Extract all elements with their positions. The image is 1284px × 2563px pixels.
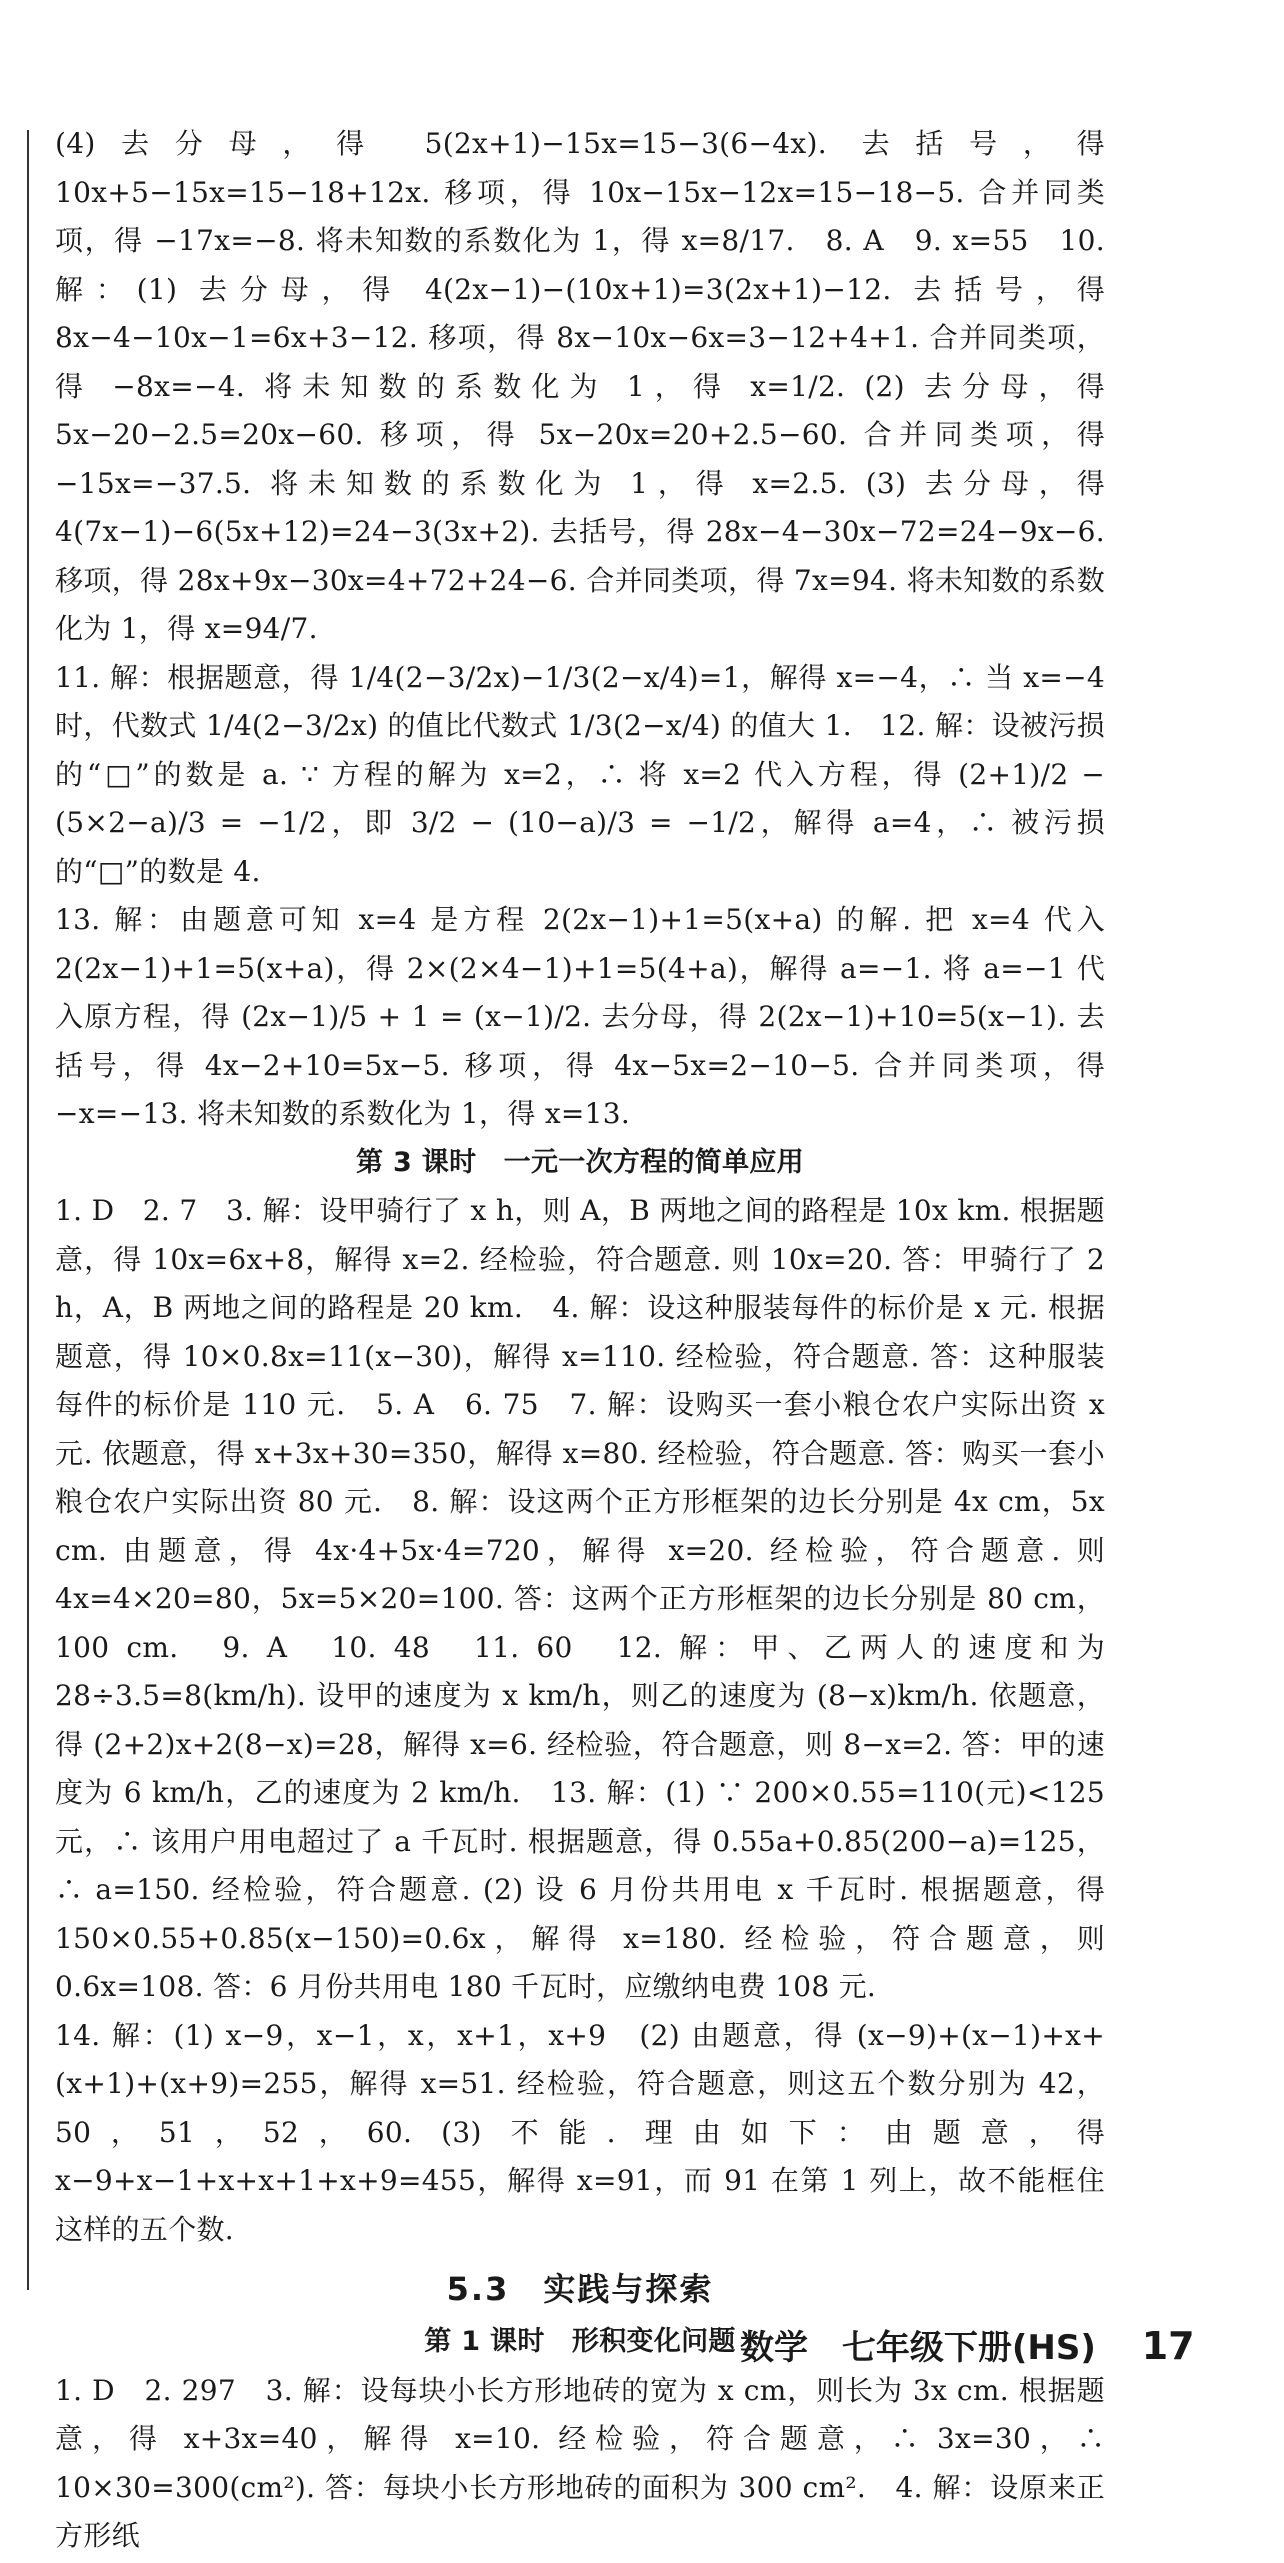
lesson-3-heading: 第 3 课时 一元一次方程的简单应用 — [356, 1146, 804, 1178]
page-number: 17 — [1141, 2324, 1195, 2368]
answer-paragraph-1: (4)去分母，得 5(2x+1)−15x=15−3(6−4x). 去括号，得 10x+5−15x=15−18+12x. 移项，得 10x−15x−12x=15−18−5. 合并同类项，得 −17x=−8. 将未知数的系数化为 1，得 x=8/17. 8. A 9. x=55 10. 解：(1) 去分母，得 4(2x−1)−(10x+1)=3(2x+1)−12. 去括号，得 8x−4−10x−1=6x+3−12. 移项，得 8x−10x−6x=3−12+4+1. 合并同类项，得 −8x=−4. 将未知数的系数化为 1，得 x=1/2. (2) 去分母，得 5x−20−2.5=20x−60. 移项，得 5x−20x=20+2.5−60. 合并同类项，得 −15x=−37.5. 将未知数的系数化为 1，得 x=2.5. (3) 去分母，得 4(7x−1)−6(5x+12)=24−3(3x+2). 去括号，得 28x−4−30x−72=24−9x−6. 移项，得 28x+9x−30x=4+72+24−6. 合并同类项，得 7x=94. 将未知数的系数化为 1，得 x=94/7. — [55, 127, 1105, 645]
lesson-1-heading: 第 1 课时 形积变化问题 — [424, 2326, 736, 2357]
page-footer — [740, 2320, 1240, 2369]
answer-paragraph-4: 1. D 2. 7 3. 解：设甲骑行了 x h，则 A，B 两地之间的路程是 10x km. 根据题意，得 10x=6x+8，解得 x=2. 经检验，符合题意. 则 10x=20. 答：甲骑行了 2 h，A，B 两地之间的路程是 20 km. 4. 解：设这种服装每件的标价是 x 元. 根据题意，得 10×0.8x=11(x−30)，解得 x=110. 经检验，符合题意. 答：这种服装每件的标价是 110 元. 5. A 6. 75 7. 解：设购买一套小粮仓农户实际出资 x 元. 依题意，得 x+3x+30=350，解得 x=80. 经检验，符合题意. 答：购买一套小粮仓农户实际出资 80 元. 8. 解：设这两个正方形框架的边长分别是 4x cm，5x cm. 由题意，得 4x·4+5x·4=720，解得 x=20. 经检验，符合题意. 则 4x=4×20=80，5x=5×20=100. 答：这两个正方形框架的边长分别是 80 cm，100 cm. 9. A 10. 48 11. 60 12. 解：甲、乙两人的速度和为 28÷3.5=8(km/h). 设甲的速度为 x km/h，则乙的速度为 (8−x)km/h. 依题意，得 (2+2)x+2(8−x)=28，解得 x=6. 经检验，符合题意，则 8−x=2. 答：甲的速度为 6 km/h，乙的速度为 2 km/h. 13. 解：(1) ∵ 200×0.55=110(元)<125 元，∴ 该用户用电超过了 a 千瓦时. 根据题意，得 0.55a+0.85(200−a)=125，∴ a=150. 经检验，符合题意. (2) 设 6 月份共用电 x 千瓦时. 根据题意，得 150×0.55+0.85(x−150)=0.6x，解得 x=180. 经检验，符合题意，则 0.6x=108. 答：6 月份共用电 180 千瓦时，应缴纳电费 108 元. — [55, 1194, 1106, 2003]
answer-paragraph-5: 14. 解：(1) x−9，x−1，x，x+1，x+9 (2) 由题意，得 (x−9)+(x−1)+x+(x+1)+(x+9)=255，解得 x=51. 经检验，符合题意，则这五个数分别为 42，50，51，52，60. (3) 不能. 理由如下：由题意，得 x−9+x−1+x+x+1+x+9=455，解得 x=91，而 91 在第 1 列上，故不能框住这样的五个数. — [55, 2018, 1105, 2246]
answer-paragraph-2: 11. 解：根据题意，得 1/4(2−3/2x)−1/3(2−x/4)=1，解得 x=−4，∴ 当 x=−4 时，代数式 1/4(2−3/2x) 的值比代数式 1/3(2−x/4) 的值大 1. 12. 解：设被污损的“□”的数是 a. ∵ 方程的解为 x=2，∴ 将 x=2 代入方程，得 (2+1)/2 − (5×2−a)/3 = −1/2，即 3/2 − (10−a)/3 = −1/2，解得 a=4，∴ 被污损的“□”的数是 4. — [55, 660, 1105, 888]
answer-paragraph-3: 13. 解：由题意可知 x=4 是方程 2(2x−1)+1=5(x+a) 的解. 把 x=4 代入 2(2x−1)+1=5(x+a)，得 2×(2×4−1)+1=5(4+a)，解得 a=−1. 将 a=−1 代入原方程，得 (2x−1)/5 + 1 = (x−1)/2. 去分母，得 2(2x−1)+10=5(x−1). 去括号，得 4x−2+10=5x−5. 移项，得 4x−5x=2−10−5. 合并同类项，得 −x=−13. 将未知数的系数化为 1，得 x=13. — [55, 903, 1105, 1130]
left-margin-rule — [27, 130, 29, 2290]
answer-content — [55, 120, 1105, 2561]
footer-grade: 七年级下册(HS) — [841, 2328, 1096, 2368]
section-5-3-heading: 5.3 实践与探索 — [446, 2270, 714, 2308]
footer-subject: 数学 — [740, 2328, 808, 2368]
answer-paragraph-6: 1. D 2. 297 3. 解：设每块小长方形地砖的宽为 x cm，则长为 3x cm. 根据题意，得 x+3x=40，解得 x=10. 经检验，符合题意，∴ 3x=30，∴ 10×30=300(cm²). 答：每块小长方形地砖的面积为 300 cm². 4. 解：设原来正方形纸 — [55, 2373, 1105, 2552]
